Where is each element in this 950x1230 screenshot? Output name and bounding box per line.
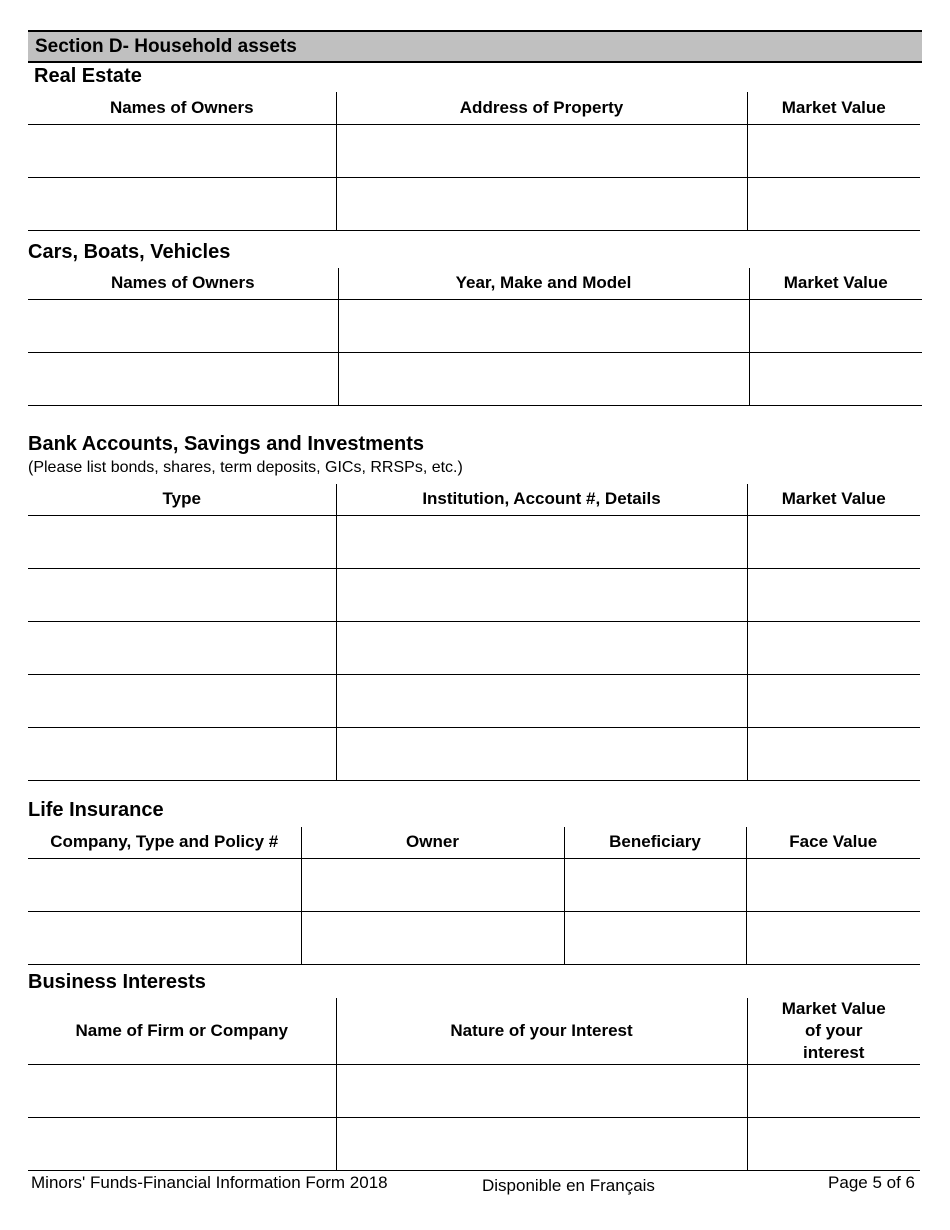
property-address-input[interactable] <box>337 142 747 159</box>
market-value-input[interactable] <box>750 317 923 334</box>
interest-nature-input[interactable] <box>337 1082 747 1099</box>
column-header: Name of Firm or Company <box>28 998 336 1065</box>
firm-name-input[interactable] <box>28 1082 336 1099</box>
business-table <box>28 998 920 1171</box>
institution-details-input[interactable] <box>337 639 747 656</box>
real-estate-heading: Real Estate <box>34 65 142 87</box>
property-address-input[interactable] <box>337 195 747 212</box>
life-insurance-table <box>28 827 920 965</box>
owner-input[interactable] <box>302 876 564 893</box>
bank-note: (Please list bonds, shares, term deposits, GICs, RRSPs, etc.) <box>28 459 463 476</box>
owner-names-input[interactable] <box>28 317 338 334</box>
table-row <box>28 911 920 964</box>
section-title-bar <box>28 30 922 63</box>
face-value-input[interactable] <box>747 929 921 946</box>
table-row <box>28 124 920 177</box>
column-header: Year, Make and Model <box>338 268 749 299</box>
column-header: Names of Owners <box>28 92 336 124</box>
market-value-input[interactable] <box>748 1135 921 1152</box>
market-value-input[interactable] <box>748 586 921 603</box>
column-header: Type <box>28 484 336 515</box>
vehicle-details-input[interactable] <box>339 370 749 387</box>
business-heading: Business Interests <box>28 971 206 993</box>
type-input[interactable] <box>28 745 336 762</box>
section-title: Section D- Household assets <box>35 36 297 57</box>
market-value-input[interactable] <box>748 533 921 550</box>
life-insurance-heading: Life Insurance <box>28 799 164 821</box>
market-value-input[interactable] <box>748 1082 921 1099</box>
bank-table <box>28 484 920 781</box>
column-header: Names of Owners <box>28 268 338 299</box>
interest-nature-input[interactable] <box>337 1135 747 1152</box>
column-header: Market Value <box>749 268 922 299</box>
table-row <box>28 352 922 405</box>
vehicles-heading: Cars, Boats, Vehicles <box>28 241 231 263</box>
owner-input[interactable] <box>302 929 564 946</box>
column-header: Company, Type and Policy # <box>28 827 301 858</box>
table-row <box>28 177 920 230</box>
language-note: Disponible en Français <box>482 1176 655 1195</box>
real-estate-table <box>28 92 920 231</box>
bank-heading: Bank Accounts, Savings and Investments <box>28 433 425 455</box>
type-input[interactable] <box>28 586 336 603</box>
table-row <box>28 515 920 568</box>
column-header: Face Value <box>746 827 920 858</box>
page-number: Page 5 of 6 <box>828 1173 915 1192</box>
owner-names-input[interactable] <box>28 370 338 387</box>
column-header: Beneficiary <box>564 827 746 858</box>
institution-details-input[interactable] <box>337 586 747 603</box>
column-header: Owner <box>301 827 564 858</box>
market-value-input[interactable] <box>748 195 921 212</box>
market-value-input[interactable] <box>748 142 921 159</box>
face-value-input[interactable] <box>747 876 921 893</box>
type-input[interactable] <box>28 639 336 656</box>
column-header: Market Value <box>747 484 920 515</box>
vehicles-table <box>28 268 922 406</box>
market-value-input[interactable] <box>748 639 921 656</box>
type-input[interactable] <box>28 533 336 550</box>
institution-details-input[interactable] <box>337 533 747 550</box>
column-header: Address of Property <box>336 92 747 124</box>
table-row <box>28 568 920 621</box>
column-header: Nature of your Interest <box>336 998 747 1065</box>
institution-details-input[interactable] <box>337 692 747 709</box>
column-header: Market Value <box>747 92 920 124</box>
market-value-input[interactable] <box>750 370 923 387</box>
column-header: Institution, Account #, Details <box>336 484 747 515</box>
column-header: Market Value of your interest <box>747 998 920 1065</box>
table-row <box>28 621 920 674</box>
owner-names-input[interactable] <box>28 142 336 159</box>
policy-input[interactable] <box>28 876 301 893</box>
market-value-input[interactable] <box>748 692 921 709</box>
form-name: Minors' Funds-Financial Information Form 2018 <box>31 1173 388 1192</box>
table-row <box>28 1065 920 1118</box>
owner-names-input[interactable] <box>28 195 336 212</box>
firm-name-input[interactable] <box>28 1135 336 1152</box>
institution-details-input[interactable] <box>337 745 747 762</box>
market-value-input[interactable] <box>748 745 921 762</box>
beneficiary-input[interactable] <box>565 876 746 893</box>
table-row <box>28 858 920 911</box>
table-row <box>28 674 920 727</box>
table-row <box>28 727 920 780</box>
type-input[interactable] <box>28 692 336 709</box>
beneficiary-input[interactable] <box>565 929 746 946</box>
vehicle-details-input[interactable] <box>339 317 749 334</box>
policy-input[interactable] <box>28 929 301 946</box>
table-row <box>28 299 922 352</box>
table-row <box>28 1118 920 1171</box>
